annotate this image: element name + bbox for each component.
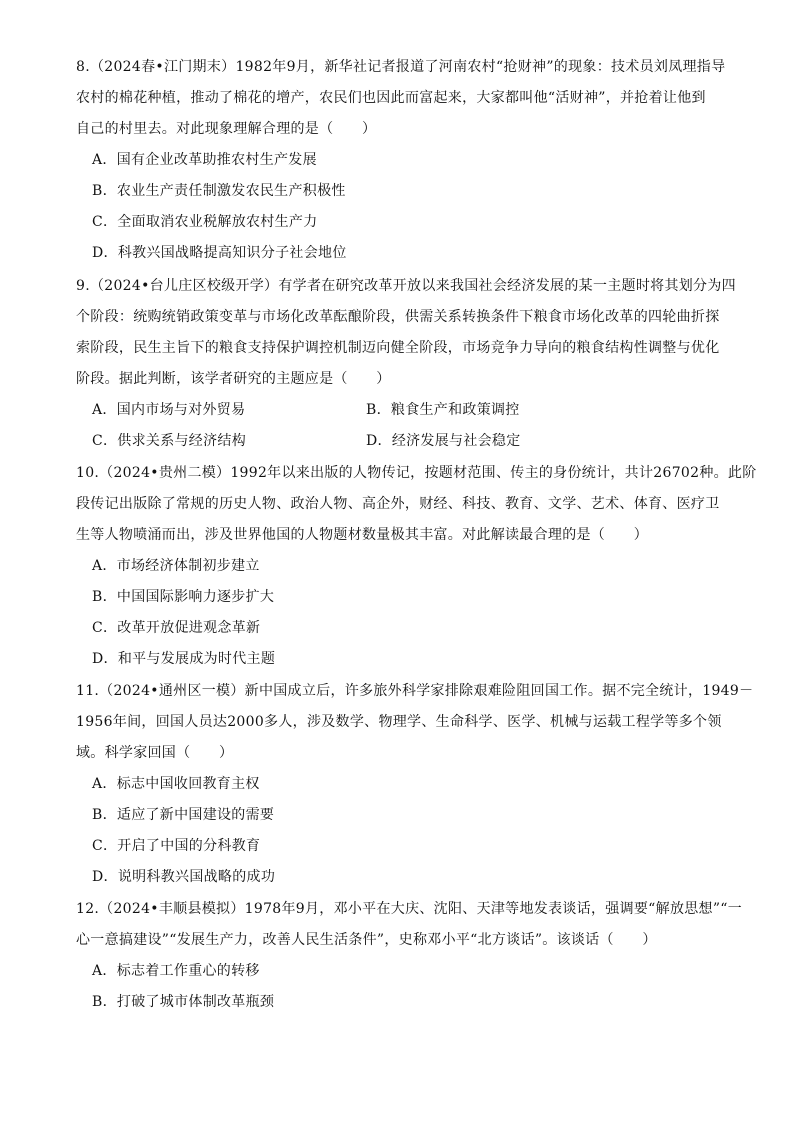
question-9-option-d[interactable]: D．经济发展与社会稳定 <box>366 433 521 449</box>
question-12-text: 12.（2024•丰顺县模拟）1978年9月，邓小平在大庆、沈阳、天津等地发表谈话，强调要“解放思想”“一 <box>76 901 743 917</box>
question-10-text: 生等人物喷涌而出，涉及世界他国的人物题材数量极其丰富。对此解读最合理的是（ ） <box>76 527 648 543</box>
question-8-option-c[interactable]: C．全面取消农业税解放农村生产力 <box>92 214 318 230</box>
question-11-option-c[interactable]: C．开启了中国的分科教育 <box>92 838 261 854</box>
question-12-option-a[interactable]: A．标志着工作重心的转移 <box>92 963 260 979</box>
question-9-option-b[interactable]: B．粮食生产和政策调控 <box>366 402 520 418</box>
question-10-option-d[interactable]: D．和平与发展成为时代主题 <box>92 651 276 667</box>
question-12-text: 心一意搞建设”“发展生产力，改善人民生活条件”，史称邓小平“北方谈话”。该谈话（ ） <box>76 932 657 948</box>
question-9-option-c[interactable]: C．供求关系与经济结构 <box>92 433 247 449</box>
question-11-option-a[interactable]: A．标志中国收回教育主权 <box>92 776 260 792</box>
question-9-text: 索阶段，民生主旨下的粮食支持保护调控机制迈向健全阶段，市场竞争力导向的粮食结构性调整与优化 <box>76 340 720 356</box>
question-9-text: 9.（2024•台儿庄区校级开学）有学者在研究改革开放以来我国社会经济发展的某一主题时将其划分为四 <box>76 278 736 294</box>
question-12-option-b[interactable]: B．打破了城市体制改革瓶颈 <box>92 994 275 1010</box>
question-8-text: 农村的棉花种植，推动了棉花的增产，农民们也因此而富起来，大家都叫他“活财神”，并抢着让他到 <box>76 90 706 106</box>
question-10-option-c[interactable]: C．改革开放促进观念革新 <box>92 620 261 636</box>
question-10-text: 10.（2024•贵州二模）1992年以来出版的人物传记，按题材范围、传主的身份统计，共计26702种。此阶 <box>76 465 757 481</box>
question-8-text: 自己的村里去。对此现象理解合理的是（ ） <box>76 121 377 137</box>
question-8-text: 8.（2024春•江门期末）1982年9月，新华社记者报道了河南农村“抢财神”的现象：技术员刘凤理指导 <box>76 59 726 75</box>
question-10-option-a[interactable]: A．市场经济体制初步建立 <box>92 558 260 574</box>
question-8-option-a[interactable]: A．国有企业改革助推农村生产发展 <box>92 152 317 168</box>
question-8-option-d[interactable]: D．科教兴国战略提高知识分子社会地位 <box>92 245 347 261</box>
question-11-text: 11.（2024•通州区一模）新中国成立后，许多旅外科学家排除艰难险阻回国工作。据不完全统计，1949－ <box>76 683 754 699</box>
question-11-text: 1956年间，回国人员达2000多人，涉及数学、物理学、生命科学、医学、机械与运载工程学等多个领 <box>76 714 722 730</box>
question-11-option-b[interactable]: B．适应了新中国建设的需要 <box>92 807 275 823</box>
question-10-text: 段传记出版除了常规的历史人物、政治人物、高企外，财经、科技、教育、文学、艺术、体育、医疗卫 <box>76 496 720 512</box>
question-9-text: 个阶段：统购统销政策变革与市场化改革酝酿阶段，供需关系转换条件下粮食市场化改革的四轮曲折探 <box>76 309 720 325</box>
question-8-option-b[interactable]: B．农业生产责任制激发农民生产积极性 <box>92 183 346 199</box>
question-11-text: 域。科学家回国（ ） <box>76 745 234 761</box>
question-10-option-b[interactable]: B．中国国际影响力逐步扩大 <box>92 589 275 605</box>
question-9-text: 阶段。据此判断，该学者研究的主题应是（ ） <box>76 371 391 387</box>
question-9-option-a[interactable]: A．国内市场与对外贸易 <box>92 402 246 418</box>
question-11-option-d[interactable]: D．说明科教兴国战略的成功 <box>92 869 276 885</box>
